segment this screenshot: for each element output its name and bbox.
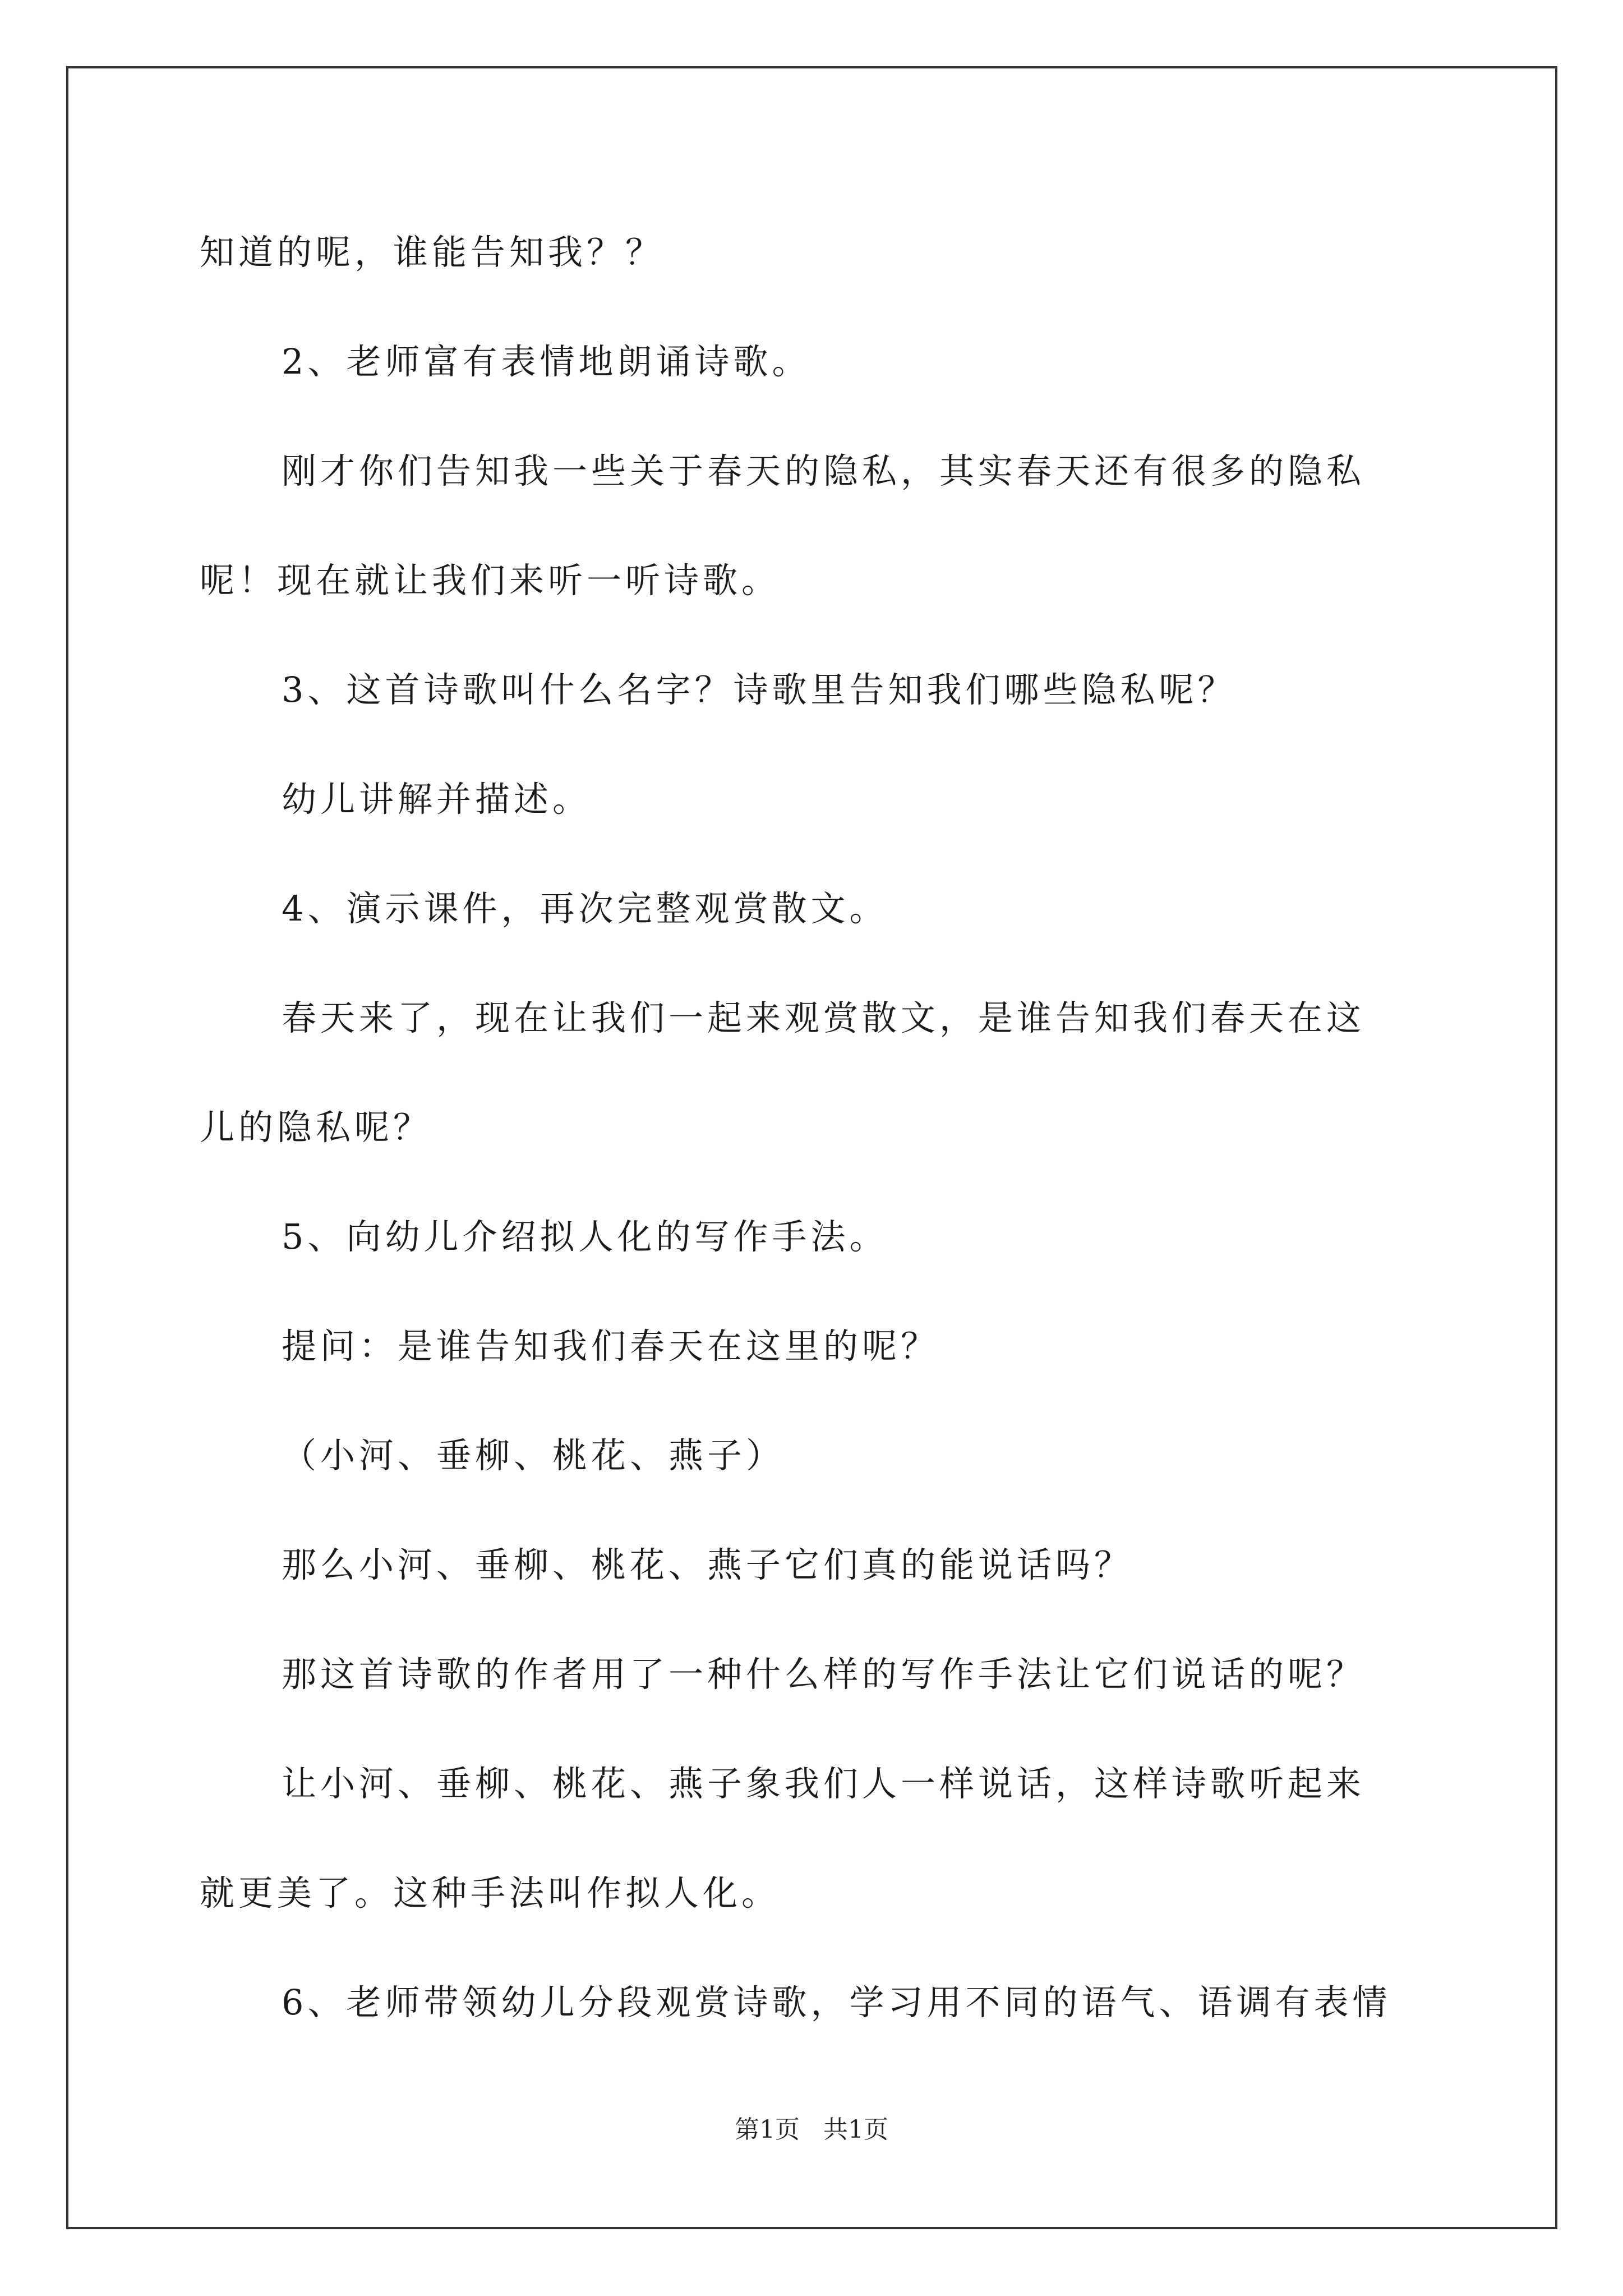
text-line: 6、老师带领幼儿分段观赏诗歌，学习用不同的语气、语调有表情	[282, 1982, 1391, 2023]
text-line: 2、老师富有表情地朗诵诗歌。	[282, 341, 811, 382]
text-block	[200, 224, 1433, 2031]
page-total: 共1页	[823, 2115, 888, 2144]
text-line: 刚才你们告知我一些关于春天的隐私，其实春天还有很多的隐私	[282, 450, 1366, 491]
text-line: 那么小河、垂柳、桃花、燕子它们真的能说话吗？	[282, 1544, 1133, 1585]
text-line: 让小河、垂柳、桃花、燕子象我们人一样说话，这样诗歌听起来	[282, 1763, 1366, 1804]
page-footer	[0, 2109, 1623, 2145]
text-line: （小河、垂柳、桃花、燕子）	[282, 1435, 785, 1476]
text-line: 呢！现在就让我们来听一听诗歌。	[200, 560, 781, 601]
text-line: 那这首诗歌的作者用了一种什么样的写作手法让它们说话的呢？	[282, 1654, 1366, 1695]
text-line: 儿的隐私呢？	[200, 1107, 432, 1148]
text-line: 春天来了，现在让我们一起来观赏散文，是谁告知我们春天在这	[282, 997, 1366, 1038]
text-line: 提问：是谁告知我们春天在这里的呢？	[282, 1326, 940, 1366]
text-line: 3、这首诗歌叫什么名字？诗歌里告知我们哪些隐私呢？	[282, 669, 1237, 710]
text-line: 5、向幼儿介绍拟人化的写作手法。	[282, 1216, 888, 1257]
document-body	[200, 224, 1433, 2084]
text-line: 幼儿讲解并描述。	[282, 779, 592, 820]
page-number: 第1页	[735, 2115, 800, 2144]
text-line: 4、演示课件，再次完整观赏散文。	[282, 888, 888, 929]
text-line: 就更美了。这种手法叫作拟人化。	[200, 1872, 781, 1913]
text-line: 知道的呢，谁能告知我？？	[200, 232, 665, 273]
